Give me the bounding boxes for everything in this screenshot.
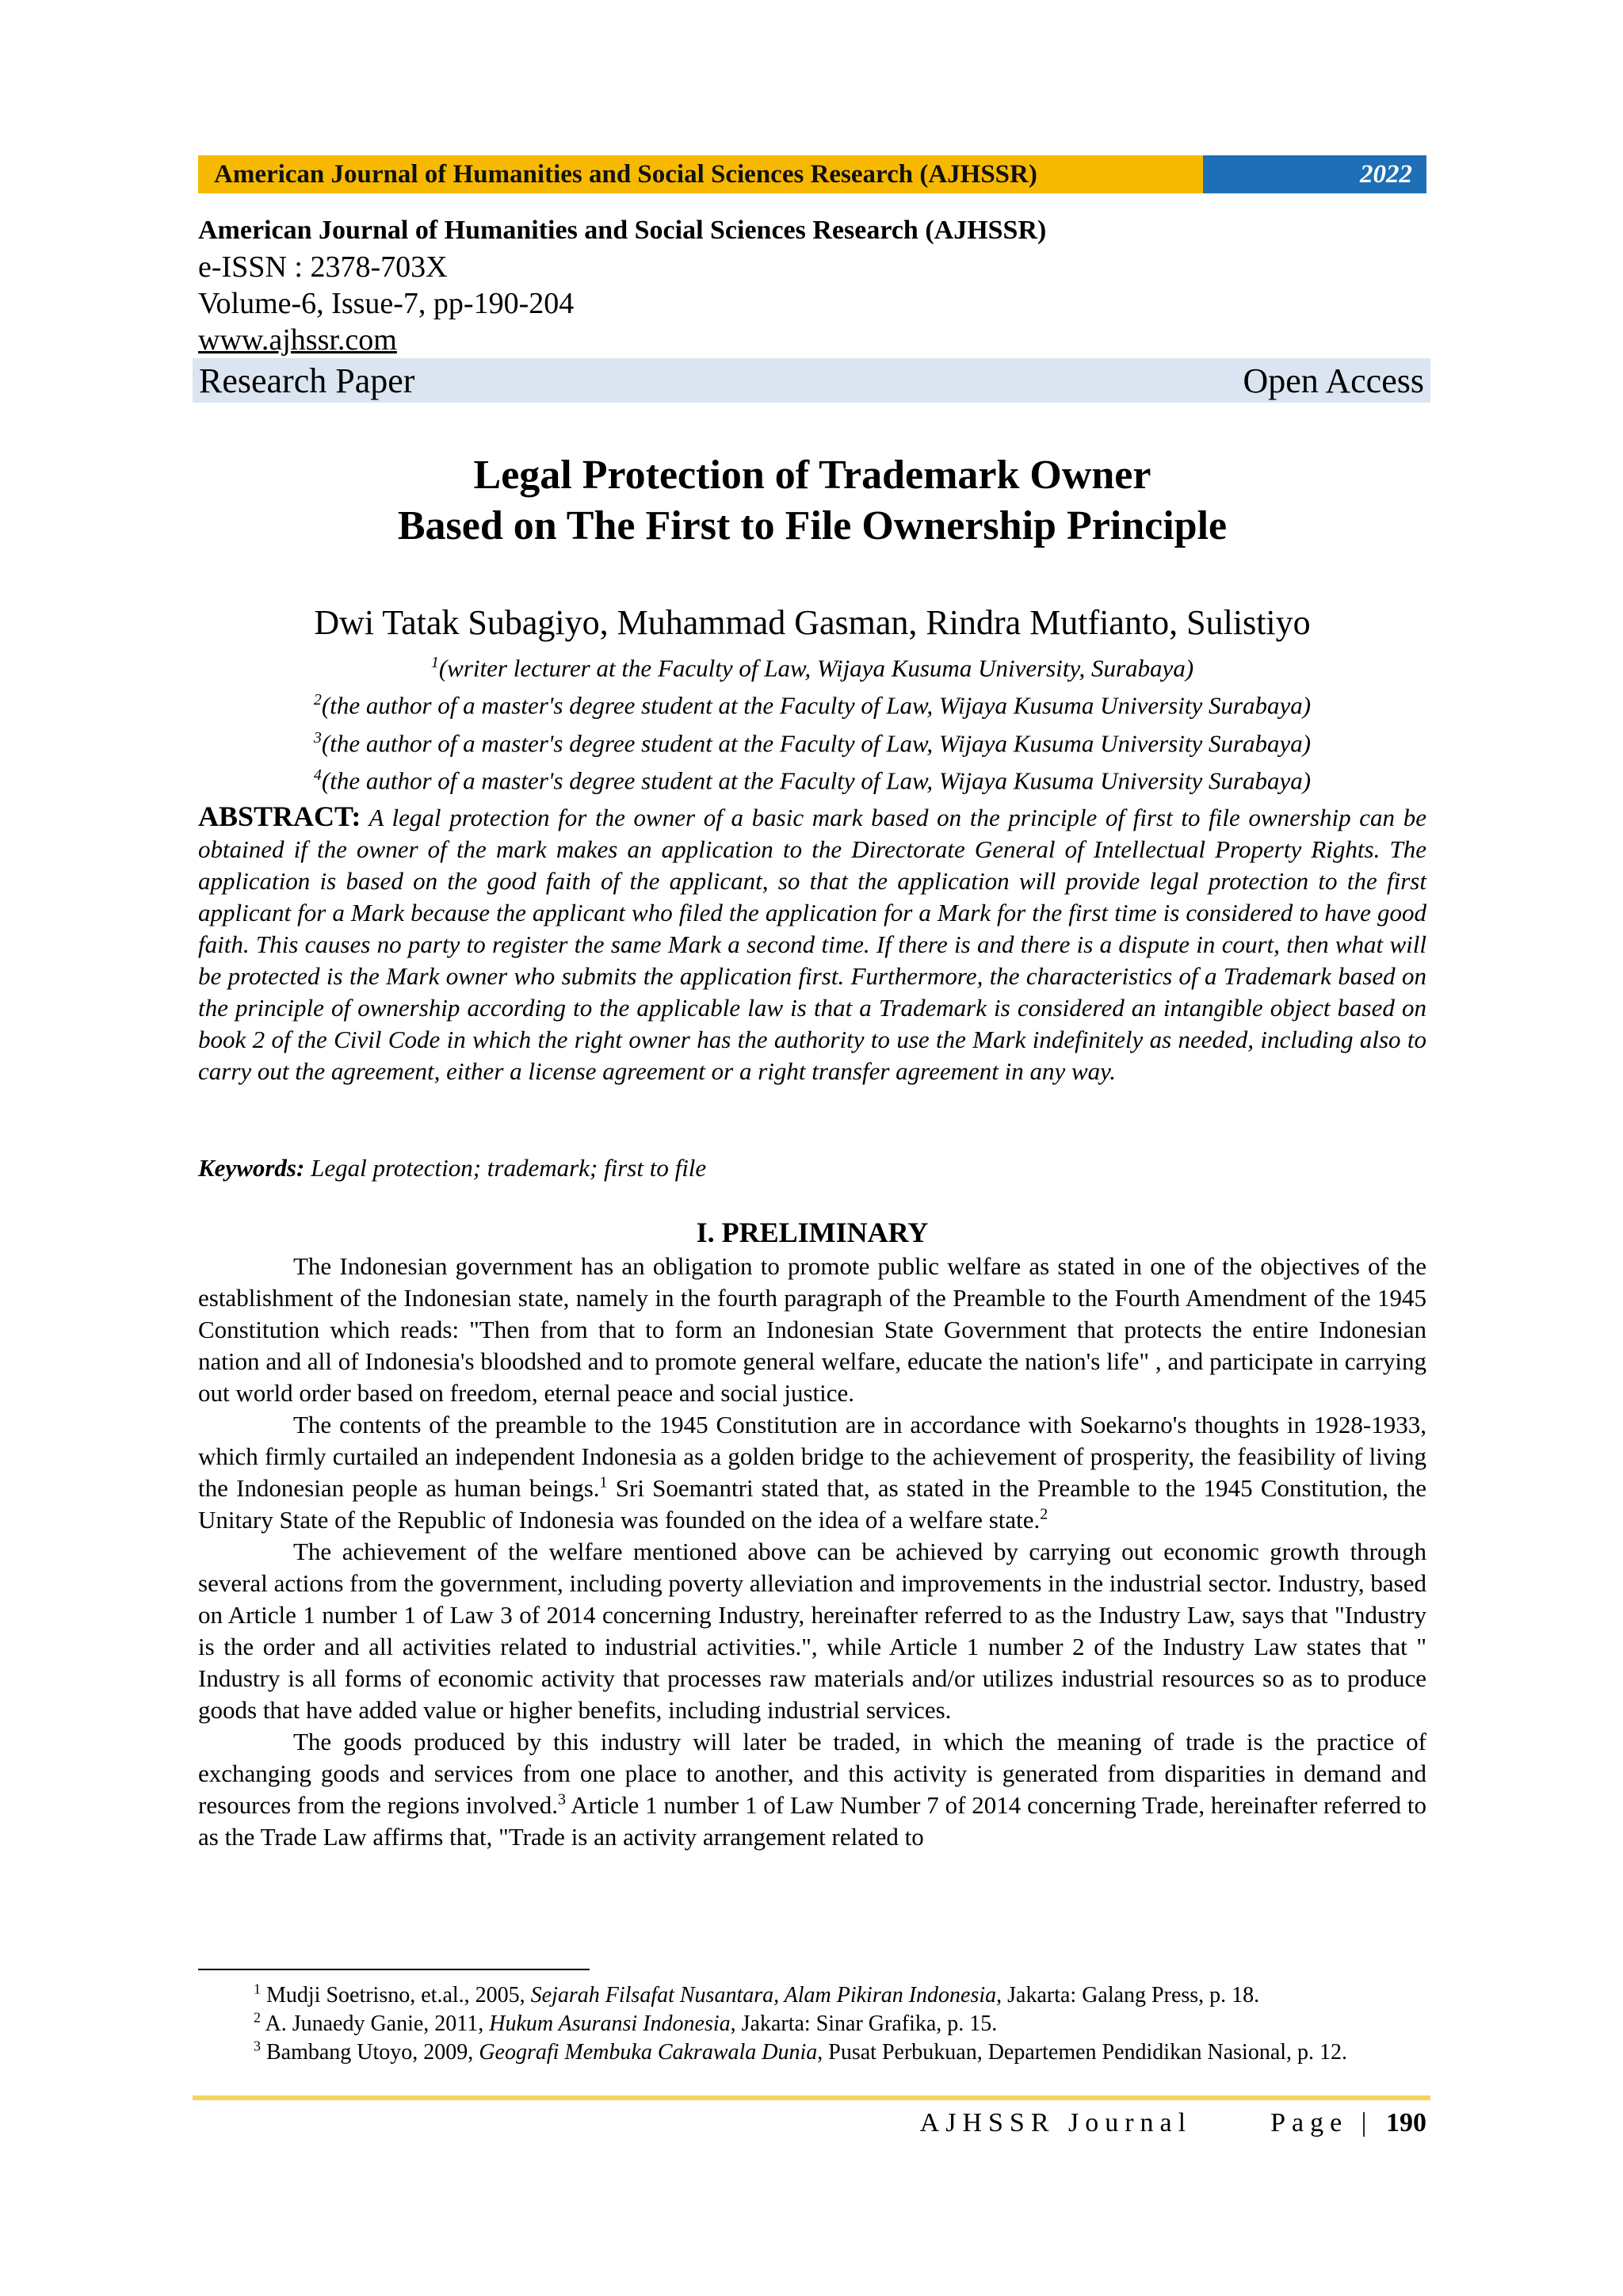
abstract <box>198 800 1426 1087</box>
affiliation-1: $^1$(writer lecturer at the Faculty of Law, Wijaya Kusuma University, Surabaya) <box>430 654 1194 682</box>
footnote-ref-2[interactable]: 2 <box>1040 1505 1048 1523</box>
footnote-ref-3[interactable]: 3 <box>558 1790 567 1809</box>
page-number: 190 <box>1386 2108 1426 2137</box>
header-journal-name: American Journal of Humanities and Social Sciences Research (AJHSSR) <box>198 155 1203 193</box>
paragraph-4: The goods produced by this industry will later be traded, in which the meaning of trade is the practice of exchanging goods and services from one place to another, and this activity is generated from disparities in demand and resources from the regions involved.$^3$ Article 1 number 1 of Law Number 7 of 2014 concerning Trade, hereinafter referred to as the Trade Law affirms that, "Trade is an activity arrangement related to <box>198 1728 1427 1851</box>
affiliation-3: $^3$(the author of a master's degree student at the Faculty of Law, Wijaya Kusuma University Surabaya) <box>313 728 1312 757</box>
paragraph-3: The achievement of the welfare mentioned above can be achieved by carrying out economic growth through several actions from the government, including poverty alleviation and improvements in the industrial sector. Industry, based on Article 1 number 1 of Law 3 of 2014 concerning Industry, hereinafter referred to as the Industry Law, says that "Industry is the order and all activities related to industrial activities.", while Article 1 number 2 of the Industry Law states that " Industry is all forms of economic activity that processes raw materials and/or utilizes industrial resources so as to produce goods that have added value or higher benefits, including industrial services. <box>198 1538 1426 1724</box>
section-heading: I. PRELIMINARY <box>696 1217 929 1248</box>
paragraph-2: The contents of the preamble to the 1945 Constitution are in accordance with Soekarno's thoughts in 1928-1933, which firmly curtailed an independent Indonesia as a golden bridge to the achievement of prosperity, the feasibility of living the Indonesian people as human beings.$^1$ Sri Soemantri stated that, as stated in the Preamble to the 1945 Constitution, the Unitary State of the Republic of Indonesia was founded on the idea of a welfare state.$^2$ <box>198 1411 1426 1534</box>
meta-journal-name: American Journal of Humanities and Social Sciences Research (AJHSSR) <box>198 216 1047 245</box>
keywords-label: Keywords: <box>198 1154 305 1182</box>
footnote-1: $^1$ Mudji Soetrisno, et.al., 2005, Sejarah Filsafat Nusantara, Alam Pikiran Indonesia, Jakarta: Galang Press, p. 18. <box>254 1981 1260 2008</box>
affiliations <box>198 647 1426 797</box>
page-footer <box>198 2108 1426 2138</box>
footnote-divider <box>198 1969 590 1970</box>
article-meta <box>198 212 1426 358</box>
footer-rule <box>193 2095 1430 2100</box>
affiliation-4: $^4$(the author of a master's degree student at the Faculty of Law, Wijaya Kusuma University Surabaya) <box>313 766 1312 795</box>
journal-header-bar <box>198 155 1426 193</box>
title-line-2: Based on The First to File Ownership Principle <box>397 503 1228 548</box>
keywords-text: Legal protection; trademark; first to file <box>311 1154 707 1182</box>
keywords <box>198 1154 1426 1182</box>
meta-issn: e-ISSN : 2378-703X <box>198 250 448 284</box>
meta-volume: Volume-6, Issue-7, pp-190-204 <box>198 287 575 320</box>
footer-journal: AJHSSR Journal <box>919 2108 1193 2137</box>
footer-page-label: Page | <box>1270 2108 1373 2137</box>
paper-type-bar <box>193 358 1430 403</box>
footnote-ref-1[interactable]: 1 <box>599 1473 608 1492</box>
header-year: 2022 <box>1203 155 1426 193</box>
affiliation-2: $^2$(the author of a master's degree student at the Faculty of Law, Wijaya Kusuma University Surabaya) <box>313 691 1312 720</box>
paper-type: Research Paper <box>199 361 415 400</box>
journal-website-link[interactable]: www.ajhssr.com <box>198 323 397 357</box>
paragraph-1: The Indonesian government has an obligation to promote public welfare as stated in one of the objectives of the establishment of the Indonesian state, namely in the fourth paragraph of the Preamble to the Fourth Amendment of the 1945 Constitution which reads: "Then from that to form an Indonesian State Government that protects the entire Indonesian nation and all of Indonesia's bloodshed and to promote general welfare, educate the nation's life" , and participate in carrying out world order based on freedom, eternal peace and social justice. <box>198 1252 1426 1407</box>
access-type: Open Access <box>1243 361 1424 400</box>
footnote-3: $^3$ Bambang Utoyo, 2009, Geografi Membuka Cakrawala Dunia, Pusat Perbukuan, Departemen Pendidikan Nasional, p. 12. <box>254 2038 1348 2065</box>
footnote-2: $^2$ A. Junaedy Ganie, 2011, Hukum Asuransi Indonesia, Jakarta: Sinar Grafika, p. 15. <box>254 2009 998 2036</box>
body-text <box>198 1251 1426 1853</box>
article-title <box>198 450 1426 552</box>
abstract-text: A legal protection for the owner of a basic mark based on the principle of first to file ownership can be obtained if the owner of the mark makes an application to the Directorate General of Intellectual Property Rights. The application is based on the good faith of the applicant, so that the application will provide legal protection to the first applicant for a Mark because the applicant who filed the application for a Mark for the first time is considered to have good faith. This causes no party to register the same Mark a second time. If there is and there is a dispute in court, then what will be protected is the Mark owner who submits the application first. Furthermore, the characteristics of a Trademark based on the principle of ownership according to the applicable law is that a Trademark is considered an intangible object based on book 2 of the Civil Code in which the right owner has the authority to use the Mark indefinitely as needed, including also to carry out the agreement, either a license agreement or a right transfer agreement in any way. <box>198 804 1426 1085</box>
footnotes <box>198 1981 1426 2067</box>
title-line-1: Legal Protection of Trademark Owner <box>473 453 1151 498</box>
abstract-label: ABSTRACT: <box>198 800 361 832</box>
authors: Dwi Tatak Subagiyo, Muhammad Gasman, Rindra Mutfianto, Sulistiyo <box>314 603 1311 642</box>
